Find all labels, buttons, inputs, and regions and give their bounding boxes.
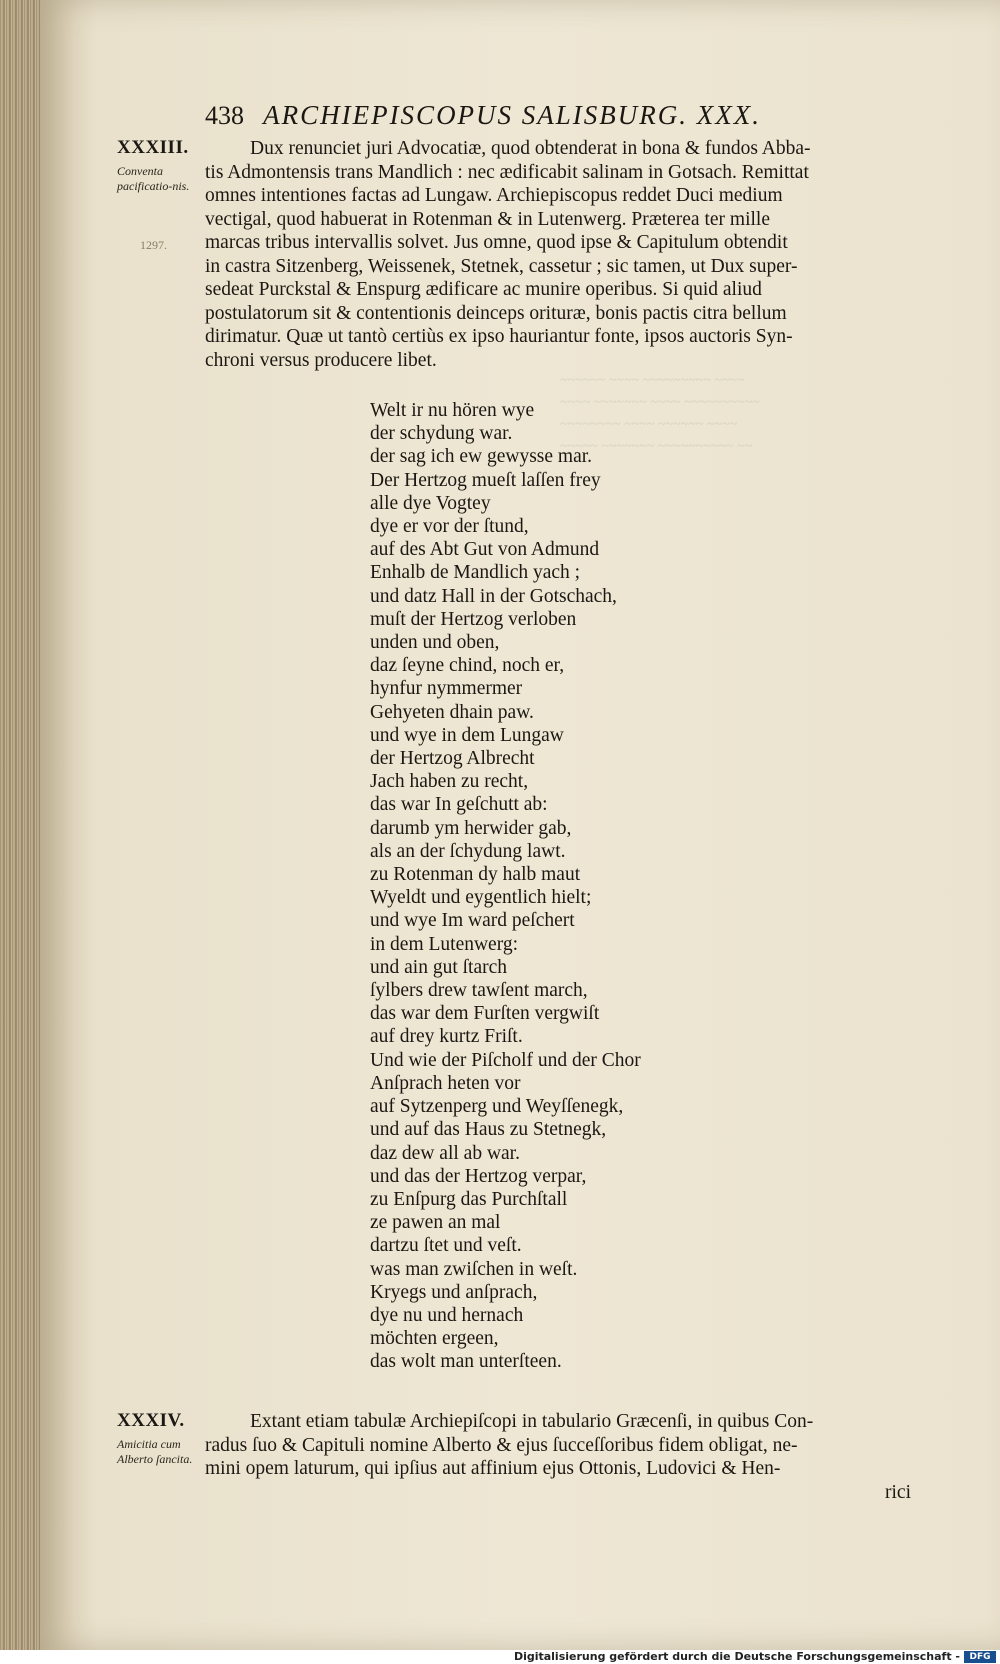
paragraph-line: dirimatur. Quæ ut tantò certiùs ex ipso hauriantur fonte, ipsos auctoris Syn- xyxy=(205,326,793,347)
verse-line: hynfur nymmermer xyxy=(370,678,523,700)
paragraph-line: Dux renunciet juri Advocatiæ, quod obtenderat in bona & fundos Abba- xyxy=(250,138,811,159)
verse-line: dye nu und hernach xyxy=(370,1304,524,1326)
verse-block xyxy=(370,399,641,1374)
verse-line: darumb ym herwider gab, xyxy=(370,817,572,839)
verse-line: zu Rotenman dy halb maut xyxy=(370,864,581,886)
verse-line: Anſprach heten vor xyxy=(370,1072,521,1094)
book-page-edges xyxy=(0,0,44,1650)
verse-line: und wye in dem Lungaw xyxy=(370,724,564,746)
verse-line: und ain gut ſtarch xyxy=(370,956,508,978)
verse-line: und datz Hall in der Gotschach, xyxy=(370,585,617,607)
paragraph-line: omnes intentiones factas ad Lungaw. Archiepiscopus reddet Duci medium xyxy=(205,185,783,206)
verse-line: möchten ergeen, xyxy=(370,1328,499,1350)
verse-line: als an der ſchydung lawt. xyxy=(370,840,566,862)
verse-line: in dem Lutenwerg: xyxy=(370,933,519,955)
verse-line: muſt der Hertzog verloben xyxy=(370,608,577,630)
verse-line: Der Hertzog mueſt laſſen frey xyxy=(370,469,601,491)
paragraph-line: postulatorum sit & contentionis deinceps orituræ, bonis pactis citra bellum xyxy=(205,302,787,324)
verse-line: Welt ir nu hören wye xyxy=(370,400,535,421)
marginal-note-xxxiv: Amicitia cum Alberto ſancita. xyxy=(117,1437,193,1466)
paragraph-line: chroni versus producere libet. xyxy=(205,349,437,371)
verse-line: der schydung war. xyxy=(370,423,513,445)
verse-line: Wyeldt und eygentlich hielt; xyxy=(370,887,592,909)
verse-line: Jach haben zu recht, xyxy=(370,771,529,793)
verse-line: und auf das Haus zu Stetnegk, xyxy=(370,1119,607,1141)
section-number-xxxiv: XXXIV. xyxy=(117,1410,185,1431)
verse-line: und wye Im ward peſchert xyxy=(370,910,575,932)
paragraph-line: marcas tribus intervallis solvet. Jus omne, quod ipse & Capitulum obtendit xyxy=(205,232,788,253)
dfg-logo: DFG xyxy=(964,1651,996,1663)
verse-line: der sag ich ew gewysse mar. xyxy=(370,446,593,468)
verse-line: unden und oben, xyxy=(370,632,500,654)
marginal-year: 1297. xyxy=(140,238,167,252)
page-number: 438 xyxy=(205,101,244,130)
verse-line: Enhalb de Mandlich yach ; xyxy=(370,562,581,584)
verse-line: und das der Hertzog verpar, xyxy=(370,1165,587,1187)
verse-line: Kryegs und anſprach, xyxy=(370,1281,538,1303)
paragraph-line: sedeat Purckstal & Enspurg ædificare ac munire operibus. Si quid aliud xyxy=(205,279,762,300)
verse-line: das war In geſchutt ab: xyxy=(370,794,548,816)
bleed-through-texture: ~~~~~~ ~~~~ ~~~~~~~~~ ~~~~ ~~~~ ~~~~~~~ ~~~~ ~~~~~~~~~~ ~~~~~~~~ ~~~~ ~~~~~~ ~~~~ ~~~~~ ~~~~~~~ ~~~~~~~~~~ ~~ xyxy=(560,373,760,454)
marginal-note-xxxiii: Conventa pacificatio-nis. xyxy=(117,164,190,193)
paragraph-line: mini opem laturum, qui ipſius aut affinium ejus Ottonis, Ludovici & Hen- xyxy=(205,1458,781,1479)
paragraph-xxxiv xyxy=(205,1410,915,1504)
verse-line: auf drey kurtz Friſt. xyxy=(370,1026,523,1048)
verse-line: ſylbers drew tawſent march, xyxy=(370,980,588,1002)
verse-line: auf des Abt Gut von Admund xyxy=(370,539,600,561)
paragraph-line: Extant etiam tabulæ Archiepiſcopi in tabulario Græcenſi, in quibus Con- xyxy=(250,1411,814,1432)
verse-line: alle dye Vogtey xyxy=(370,492,491,514)
verse-line: daz dew all ab war. xyxy=(370,1142,520,1164)
verse-line: Gehyeten dhain paw. xyxy=(370,701,534,723)
verse-line: dye er vor der ſtund, xyxy=(370,516,529,538)
paragraph-line: vectigal, quod habuerat in Rotenman & in Lutenwerg. Præterea ter mille xyxy=(205,208,770,230)
verse-line: der Hertzog Albrecht xyxy=(370,748,535,770)
verse-line: das war dem Furſten vergwiſt xyxy=(370,1003,600,1025)
paragraph-line: tis Admontensis trans Mandlich : nec ædificabit salinam in Gotsach. Remittat xyxy=(205,161,809,183)
footer-credit: Digitalisierung gefördert durch die Deutsche Forschungsgemeinschaft - xyxy=(513,1650,960,1663)
verse-line: auf Sytzenperg und Weyſſenegk, xyxy=(370,1096,624,1118)
paragraph-line: in castra Sitzenberg, Weissenek, Stetnek, cassetur ; sic tamen, ut Dux super- xyxy=(205,255,798,277)
paragraph-line: radus ſuo & Capituli nomine Alberto & ejus ſucceſſoribus fidem obligat, ne- xyxy=(205,1434,798,1456)
verse-line: was man zwiſchen in weſt. xyxy=(370,1258,578,1280)
verse-line: ze pawen an mal xyxy=(370,1212,501,1234)
paragraph-xxxiii xyxy=(205,137,915,372)
verse-line: dartzu ſtet und veſt. xyxy=(370,1235,522,1257)
section-number-xxxiii: XXXIII. xyxy=(117,137,189,158)
verse-line: das wolt man unterſteen. xyxy=(370,1351,562,1373)
verse-line: Und wie der Piſcholf und der Chor xyxy=(370,1049,641,1071)
running-title: ARCHIEPISCOPUS SALISBURG. XXX. xyxy=(263,100,762,130)
page-header xyxy=(205,100,905,131)
verse-line: zu Enſpurg das Purchſtall xyxy=(370,1188,568,1210)
digitization-footer xyxy=(0,1650,1000,1664)
catchword: rici xyxy=(885,1481,911,1503)
verse-line: daz ſeyne chind, noch er, xyxy=(370,655,565,677)
